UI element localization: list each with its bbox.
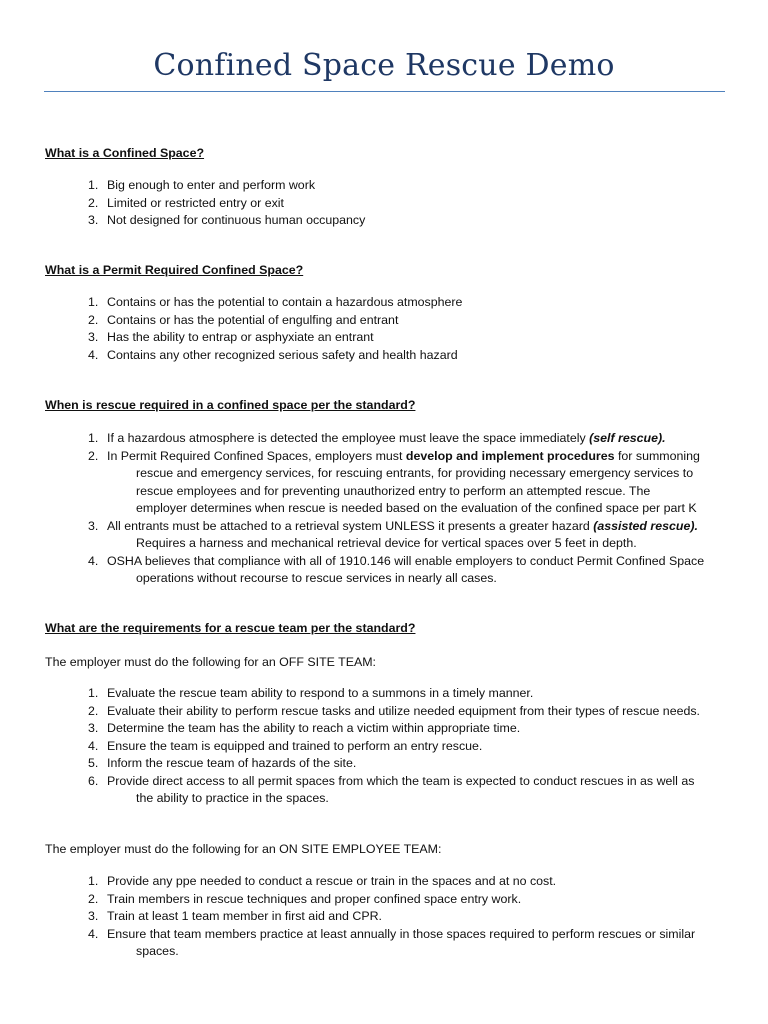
emphasis-text: (self rescue). — [589, 431, 666, 445]
section-heading-rescue-required: When is rescue required in a confined space per the standard? — [45, 398, 416, 412]
permit-space-list — [88, 294, 462, 364]
list-item: 4. Ensure the team is equipped and trained to perform an entry rescue. — [88, 738, 483, 753]
list-item: 6. Provide direct access to all permit spaces from which the team is expected to conduct rescues in as well as the ability to practice in the spaces. — [88, 773, 695, 805]
title-divider — [44, 91, 725, 92]
confined-space-list — [88, 177, 365, 230]
emphasis-text: (assisted rescue). — [593, 518, 698, 533]
list-item: 4. OSHA believes that compliance with all of 1910.146 will enable employers to conduct Permit Confined Space operations without recourse to rescue services in nearly all cases. — [88, 553, 705, 585]
bold-text: develop and implement procedures — [405, 448, 615, 463]
offsite-intro: The employer must do the following for an OFF SITE TEAM: — [45, 655, 377, 669]
section-heading-permit-space: What is a Permit Required Confined Space? — [45, 263, 304, 277]
list-item: 4. Contains any other recognized serious safety and health hazard — [88, 347, 458, 362]
list-item: 3. Not designed for continuous human occupancy — [88, 213, 366, 227]
section-heading-rescue-team: What are the requirements for a rescue team per the standard? — [45, 621, 416, 635]
list-item: 2. Contains or has the potential of engulfing and entrant — [88, 312, 399, 327]
section-heading-confined-space: What is a Confined Space? — [45, 146, 205, 160]
list-item: 3. All entrants must be attached to a retrieval system UNLESS it presents a greater hazard (assisted rescue). Requires a harness and mechanical retrieval device for vertical spaces over 5 feet in depth. — [88, 518, 698, 550]
list-item: 1. Evaluate the rescue team ability to respond to a summons in a timely manner. — [88, 686, 534, 700]
rescue-required-list — [88, 430, 704, 588]
list-item: 2. In Permit Required Confined Spaces, employers must develop and implement procedures for summoning rescue and emergency services, for rescuing entrants, for providing necessary emergency services to rescue employees and for preventing unauthorized entry to perform an attempted rescue. The employer determines when rescue is needed based on the evaluation of the confined space per part K — [88, 448, 700, 515]
list-item: 1. Contains or has the potential to contain a hazardous atmosphere — [88, 295, 463, 309]
list-item: 3. Determine the team has the ability to reach a victim within appropriate time. — [88, 721, 521, 735]
list-item: 1. Provide any ppe needed to conduct a rescue or train in the spaces and at no cost. — [88, 874, 557, 888]
list-item: 2. Limited or restricted entry or exit — [88, 195, 284, 210]
list-item: 1. Big enough to enter and perform work — [88, 178, 316, 192]
list-item: 1. If a hazardous atmosphere is detected the employee must leave the space immediately (self rescue). — [88, 431, 666, 445]
onsite-team-list — [88, 873, 695, 961]
offsite-team-list — [88, 685, 700, 808]
list-item: 3. Has the ability to entrap or asphyxiate an entrant — [88, 330, 374, 344]
list-item: 4. Ensure that team members practice at least annually in those spaces required to perform rescues or similar spaces. — [88, 926, 696, 958]
list-item: 3. Train at least 1 team member in first aid and CPR. — [88, 909, 382, 923]
document-title: Confined Space Rescue Demo — [153, 48, 615, 83]
list-item: 5. Inform the rescue team of hazards of the site. — [88, 756, 357, 770]
list-item: 2. Evaluate their ability to perform rescue tasks and utilize needed equipment from their types of rescue needs. — [88, 703, 701, 718]
onsite-intro: The employer must do the following for an ON SITE EMPLOYEE TEAM: — [45, 842, 442, 856]
list-item: 2. Train members in rescue techniques and proper confined space entry work. — [88, 891, 522, 906]
